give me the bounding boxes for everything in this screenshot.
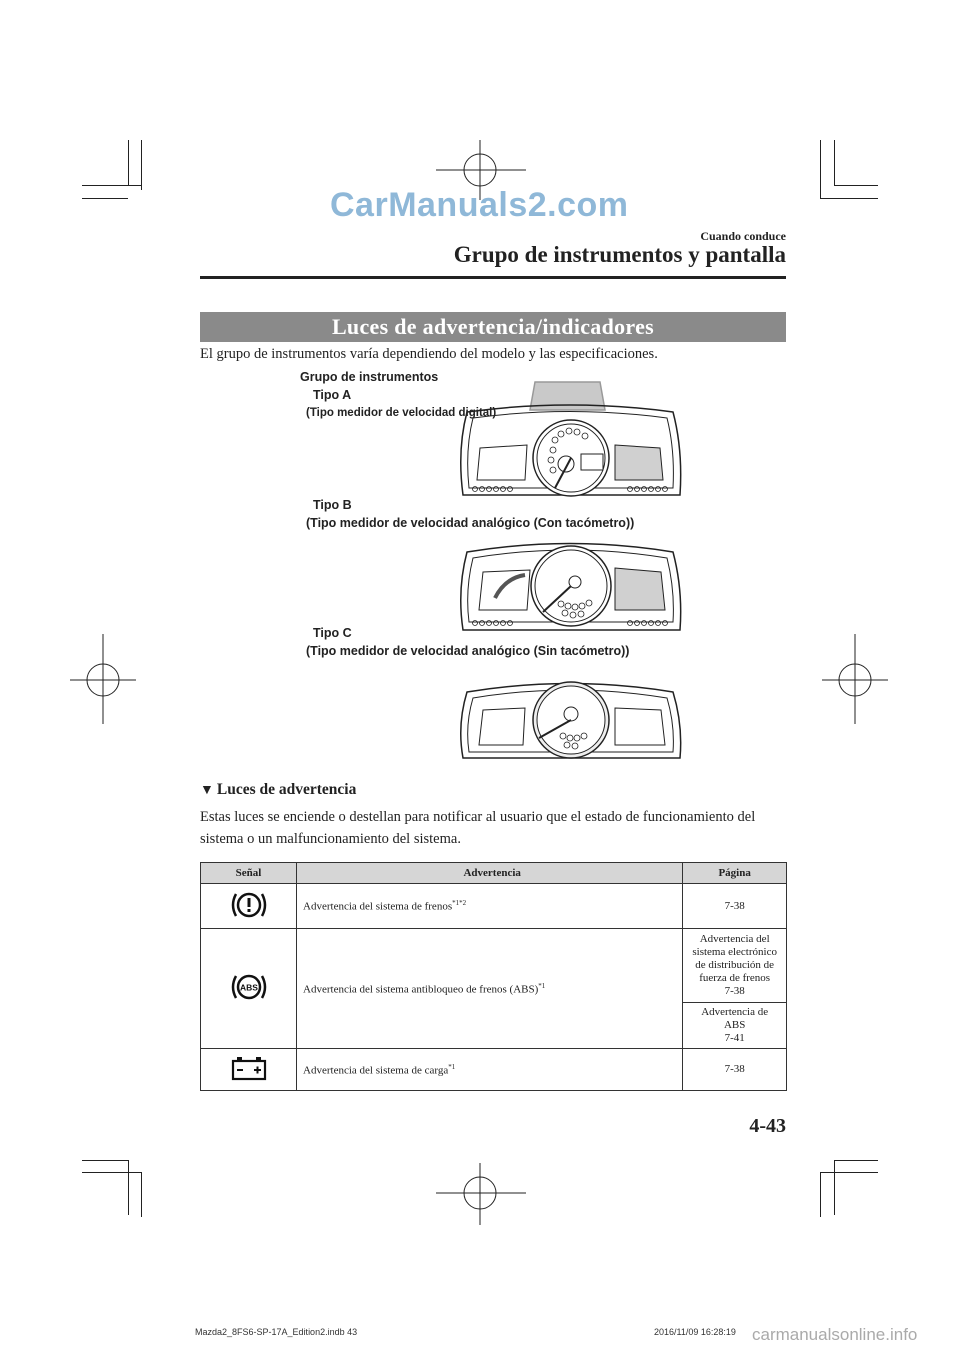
type-b-sublabel: (Tipo medidor de velocidad analógico (Con tacómetro)) — [306, 516, 635, 530]
triangle-bullet-icon: ▼ — [200, 783, 214, 798]
section-banner: Luces de advertencia/indicadores — [200, 312, 786, 342]
brake-warning-page: 7-38 — [683, 884, 787, 929]
charge-warning-label: Advertencia del sistema de carga — [303, 1064, 449, 1077]
table-row: Advertencia del sistema de carga$^{*1}$ 7-38 — [201, 1049, 787, 1091]
footer-date: 2016/11/09 16:28:19 — [654, 1327, 736, 1337]
cluster-type-a — [461, 382, 681, 496]
svg-text:ABS: ABS — [239, 982, 258, 993]
type-a-label: Tipo A — [313, 388, 352, 402]
footer-file: Mazda2_8FS6-SP-17A_Edition2.indb 43 — [195, 1327, 358, 1337]
diagram-heading: Grupo de instrumentos — [300, 370, 439, 384]
intro-text: El grupo de instrumentos varía dependiendo del modelo y las especificaciones. — [200, 346, 658, 362]
abs-warning-page: Advertencia de ABS 7-41 — [683, 1003, 787, 1049]
abs-warning-label: Advertencia del sistema antibloqueo de frenos (ABS) — [303, 983, 539, 996]
type-a-sublabel: (Tipo medidor de velocidad digital) — [306, 407, 497, 419]
ebd-warning-page: Advertencia del sistema electrónico de distribución de fuerza de frenos 7-38 — [683, 929, 787, 1003]
header-page: Página — [683, 863, 787, 884]
battery-warning-icon — [229, 1054, 269, 1082]
header-section: Cuando conduce — [700, 229, 786, 243]
section-heading: ▼ Luces de advertencia — [200, 781, 357, 798]
header-rule — [200, 276, 786, 279]
watermark-top: CarManuals2.com — [330, 186, 629, 224]
brake-warning-icon — [229, 889, 269, 921]
header-signal: Señal — [201, 863, 297, 884]
type-c-sublabel: (Tipo medidor de velocidad analógico (Sin tacómetro)) — [306, 644, 630, 658]
table-header-row — [201, 863, 787, 884]
abs-warning-icon — [229, 971, 269, 1003]
watermark-bottom: carmanualsonline.info — [752, 1325, 918, 1344]
type-c-label: Tipo C — [313, 626, 352, 640]
table-row: ABS Advertencia del sistema antibloqueo de frenos (ABS)$^{*1}$ Advertencia del sistema electrónico de distribución de fuerza de frenos 7-38 — [201, 929, 787, 1003]
warning-lights-table — [200, 862, 787, 1091]
section-text: Estas luces se enciende o destellan para notificar al usuario que el estado de funcionamiento del sistema o un malfuncionamiento del sistema. — [200, 809, 756, 847]
charge-warning-page: 7-38 — [683, 1049, 787, 1091]
cluster-type-c — [461, 682, 681, 758]
header-title: Grupo de instrumentos y pantalla — [453, 242, 786, 267]
header-warning: Advertencia — [297, 863, 683, 884]
instrument-cluster-diagram — [455, 380, 690, 770]
page-number: 4-43 — [749, 1115, 786, 1137]
cluster-type-b — [461, 544, 681, 631]
brake-warning-label: Advertencia del sistema de frenos — [303, 900, 453, 913]
type-b-label: Tipo B — [313, 498, 352, 512]
table-row: Advertencia del sistema de frenos$^{*1*2}$ 7-38 — [201, 884, 787, 929]
